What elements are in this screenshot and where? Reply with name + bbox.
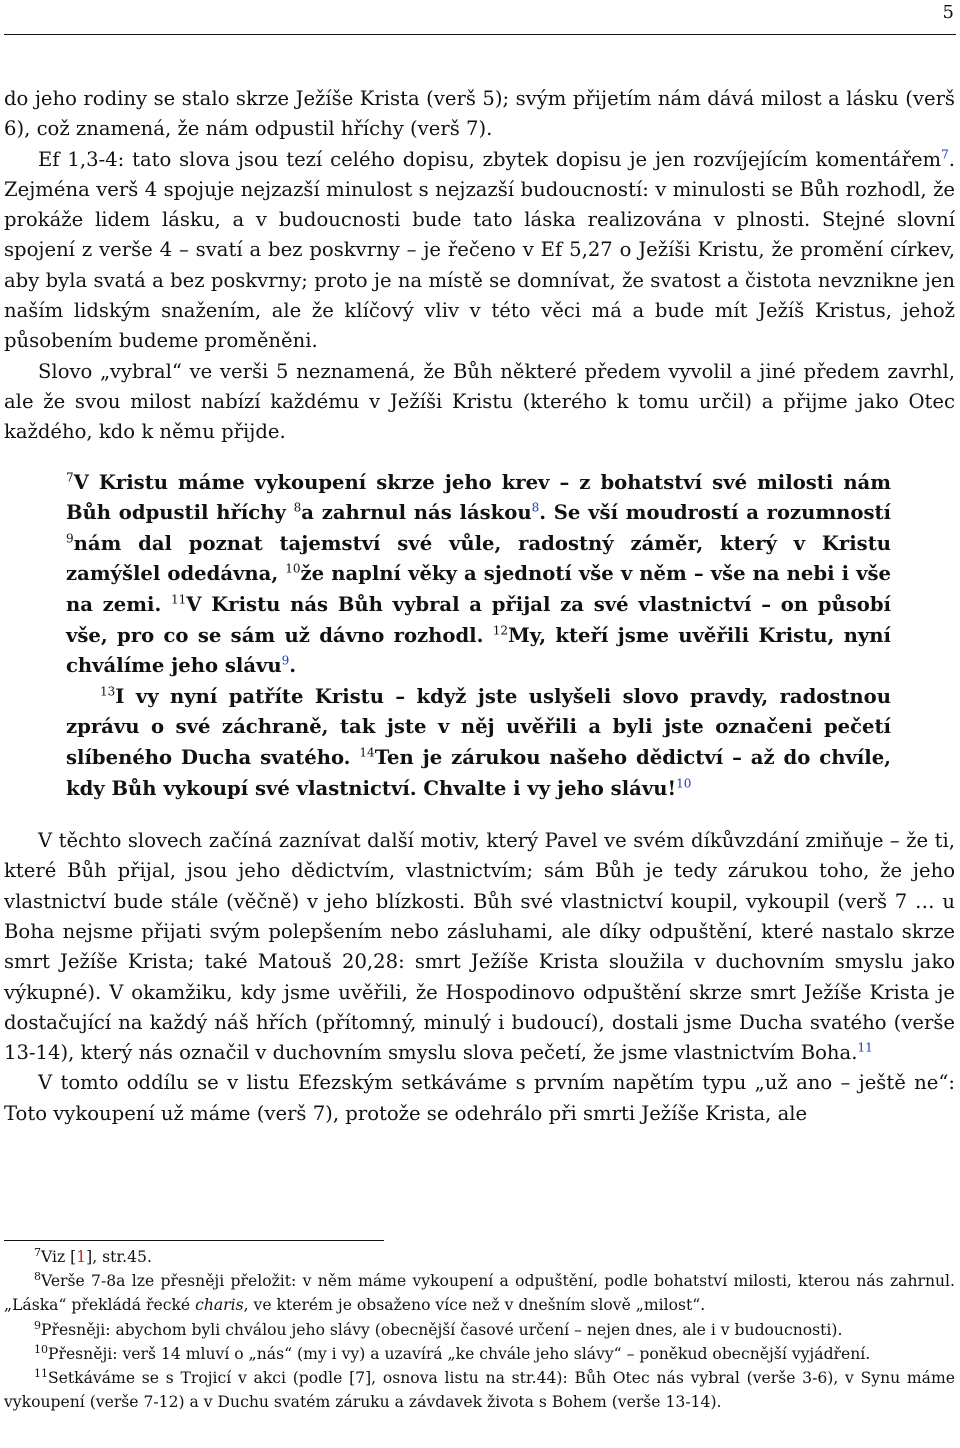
footnote-9	[4, 1318, 955, 1342]
footnote-emphasis: charis	[195, 1296, 244, 1315]
footnote-number: 8	[34, 1270, 41, 1284]
verse-number: 11	[171, 592, 187, 607]
footnote-8	[4, 1269, 955, 1317]
footnote-text: Setkáváme se s Trojicí v akci (podle [7], osnova listu na str.44): Bůh Otec nás vybral (verše 3-6), v Synu máme vykoupení (verše 7-12) a v Duchu svatém záruku a závdavek života s Bohem (verše 13-14).	[4, 1369, 955, 1412]
quote-paragraph-2	[66, 682, 891, 804]
verse-text: . Se vší moudrostí a rozumností	[539, 501, 891, 525]
verse-number: 12	[492, 623, 509, 637]
verse-text: .	[289, 654, 297, 678]
footnote-text: Přesněji: abychom byli chválou jeho slávy (obecnější časové určení – nejen dnes, ale i v budoucnosti).	[41, 1320, 843, 1339]
main-text	[4, 84, 955, 1129]
footnote-text: Viz [	[41, 1248, 77, 1266]
verse-text: I vy nyní patříte Kristu – když jste uslyšeli slovo pravdy, radostnou zprávu o své záchraně, tak jste v něj uvěřili a byli jste označeni pečetí slíbeného Ducha svatého.	[66, 684, 891, 769]
footnote-number: 10	[34, 1342, 48, 1356]
after-quote	[4, 826, 955, 1129]
footnote-ref-11[interactable]: 11	[857, 1040, 873, 1055]
header-rule	[4, 34, 956, 35]
footnote-ref-10[interactable]: 10	[676, 775, 692, 790]
quote-paragraph-1	[66, 468, 891, 682]
verse-number: 13	[100, 684, 116, 699]
verse-number: 8	[293, 500, 302, 515]
page-number: 5	[942, 2, 954, 23]
verse-text: nám dal poznat tajemství své vůle, radostný záměr, který v Kristu zamýšlel odedávna,	[66, 531, 891, 586]
verse-number: 9	[66, 531, 74, 546]
footnote-ref-8[interactable]: 8	[531, 500, 540, 515]
verse-number: 10	[285, 561, 301, 576]
footnote-ref-9[interactable]: 9	[281, 653, 290, 668]
footnote-number: 11	[34, 1366, 48, 1380]
paragraph-4-text: V těchto slovech začíná zaznívat další motiv, který Pavel ve svém díkůvzdání zmiňuje – že ti, které Bůh přijal, jsou jeho dědictvím, vlastnictvím; sám Bůh je tedy zárukou toho, že jeho vlastnictví bude stále (věčně) v jeho blízkosti. Bůh své vlastnictví koupil, vykoupil (verš 7 … u Boha nejsme přijati svým polepšením nebo zásluhami, ale díky odpuštění, které nastalo skrze smrt Ježíše Krista; také Matouš 20,28: smrt Ježíše Krista sloužila v duchovním smyslu jako výkupné). V okamžiku, kdy jsme uvěřili, že Hospodinovo odpuštění skrze smrt Ježíše Krista je dostačující na každý náš hřích (přítomný, minulý i budoucí), dostali jsme Ducha svatého (verše 13-14), který nás označil v duchovním smyslu slova pečetí, že jsme vlastnictvím Boha.	[4, 829, 955, 1065]
verse-number: 7	[66, 470, 74, 485]
verse-number: 14	[359, 745, 375, 760]
verse-text: V Kristu máme vykoupení skrze jeho krev – z bohatství své milosti nám Bůh odpustil hříchy	[66, 470, 891, 525]
footnote-text: ], str.45.	[86, 1248, 152, 1266]
footnote-11	[4, 1366, 955, 1414]
paragraph-4	[4, 826, 955, 1068]
footnotes	[4, 1245, 955, 1414]
footnote-rule	[4, 1240, 384, 1241]
footnote-ref-7[interactable]: 7	[941, 147, 949, 162]
footnote-10	[4, 1342, 955, 1366]
verse-text: Ten je zárukou našeho dědictví – až do chvíle, kdy Bůh vykoupí své vlastnictví. Chvalte i vy jeho slávu!	[66, 745, 891, 800]
verse-text: a zahrnul nás láskou	[301, 501, 532, 525]
verse-text: My, kteří jsme uvěřili Kristu, nyní chválíme jeho slávu	[66, 623, 891, 678]
footnote-text: Verše 7-8a lze přesněji přeložit: v něm máme vykoupení a odpuštění, podle bohatství milosti, kterou nás zahrnul. „Láska“ překládá řecké	[4, 1272, 955, 1315]
citation-link[interactable]: 1	[76, 1248, 87, 1266]
scripture-quote	[66, 468, 891, 805]
footnote-text: Přesněji: verš 14 mluví o „nás“ (my i vy) a uzavírá „ke chvále jeho slávy“ – poněkud obecnější vyjádření.	[48, 1344, 871, 1363]
paragraph-2-text-a: Ef 1,3-4: tato slova jsou tezí celého dopisu, zbytek dopisu je jen rozvíjejícím komentářem	[38, 147, 942, 171]
paragraph-5: V tomto oddílu se v listu Efezským setkáváme s prvním napětím typu „už ano – ještě ne“: Toto vykoupení už máme (verš 7), protože se odehrálo při smrti Ježíše Krista, ale	[4, 1071, 955, 1125]
paragraph-2-text-b: . Zejména verš 4 spojuje nejzazší minulost s nejzazší budoucností: v minulosti se Bůh rozhodl, že prokáže lidem lásku, a v budoucnosti bude tato láska realizována v plnosti. Stejné slovní spojení z verše 4 – svatí a bez poskvrny – je řečeno v Ef 5,27 o Ježíši Kristu, že promění církev, aby byla svatá a bez poskvrny; proto je na místě se domnívat, že svatost a čistota nevznikne jen naším lidským snažením, ale že klíčový vliv v této věci má a bude mít Ježíš Kristus, jehož působením budeme proměněni.	[4, 147, 955, 353]
footnote-number: 9	[34, 1318, 41, 1332]
footnote-number: 7	[34, 1245, 41, 1259]
footnote-text: , ve kterém je obsaženo více než v dnešním slově „milost“.	[243, 1296, 706, 1315]
paragraph-2	[4, 145, 955, 357]
verse-text: že naplní věky a sjednotí vše v něm – vše na nebi i vše na zemi.	[66, 562, 891, 616]
paragraph-1: do jeho rodiny se stalo skrze Ježíše Krista (verš 5); svým přijetím nám dává milost a lásku (verš 6), což znamená, že nám odpustil hříchy (verš 7).	[4, 87, 955, 141]
paragraph-3: Slovo „vybral“ ve verši 5 neznamená, že Bůh některé předem vyvolil a jiné předem zavrhl, ale že svou milost nabízí každému v Ježíši Kristu (kterého k tomu určil) a přijme jako Otec každého, kdo k němu přijde.	[4, 359, 955, 444]
footnote-7	[4, 1245, 955, 1269]
verse-text: V Kristu nás Bůh vybral a přijal za své vlastnictví – on působí vše, pro co se sám už dávno rozhodl.	[66, 592, 891, 647]
